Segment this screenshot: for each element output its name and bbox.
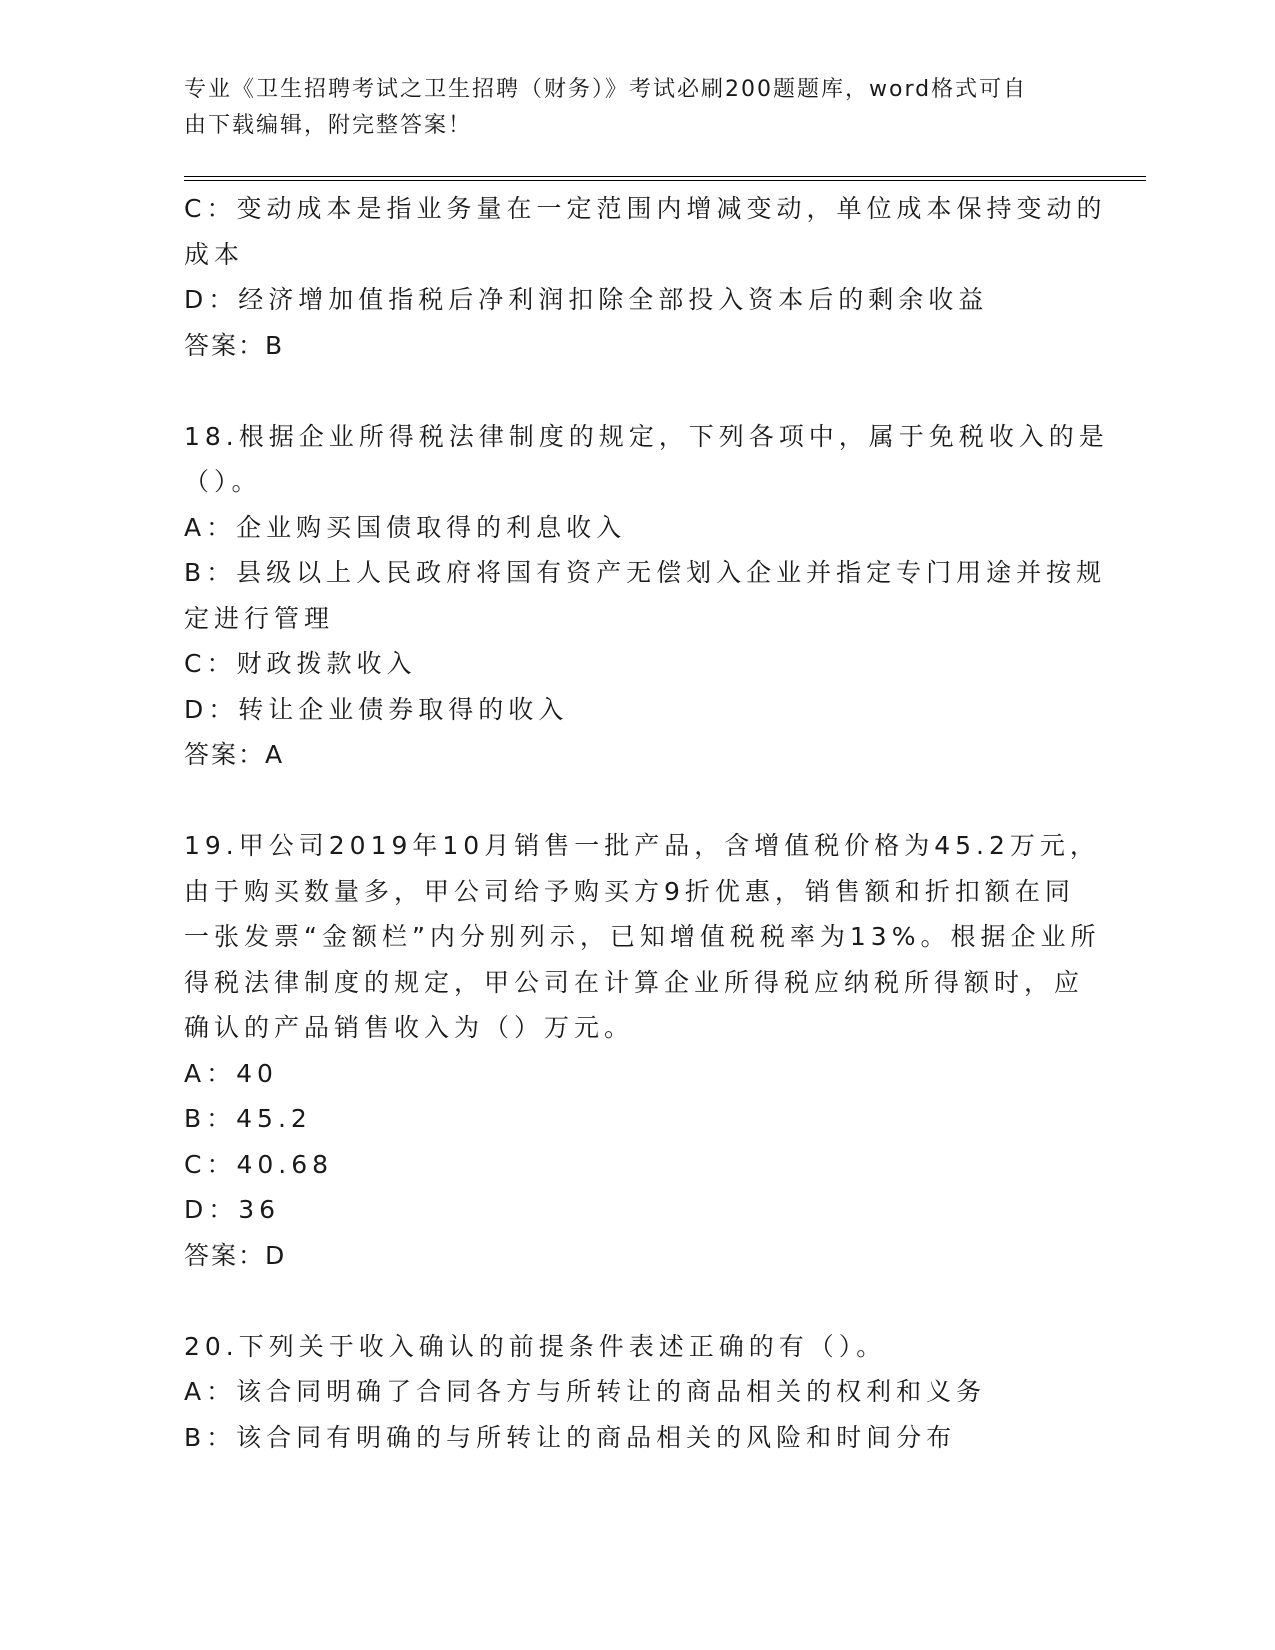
option-c: C：财政拨款收入 xyxy=(184,649,417,678)
spacer xyxy=(184,1278,1084,1324)
option-b: B：该合同有明确的与所转让的商品相关的风险和时间分布 xyxy=(184,1422,957,1452)
option-a: A：企业购买国债取得的利息收入 xyxy=(184,512,627,542)
answer: 答案：B xyxy=(184,330,285,360)
option-a: A：40 xyxy=(184,1058,278,1088)
question-stem-line-2: （）。 xyxy=(184,467,262,496)
question-stem: 20.下列关于收入确认的前提条件表述正确的有（）。 xyxy=(184,1331,887,1361)
question-content xyxy=(184,186,1109,1460)
question-20 xyxy=(184,1324,1084,1461)
spacer xyxy=(184,778,1084,824)
question-stem-line-2: 由于购买数量多，甲公司给予购买方9折优惠，销售额和折扣额在同 xyxy=(184,876,1075,906)
question-stem-line-1: 19.甲公司2019年10月销售一批产品，含增值税价格为45.2万元， xyxy=(184,831,1100,860)
option-d: D：36 xyxy=(184,1195,281,1224)
answer: 答案：A xyxy=(184,740,285,769)
question-stem-line-5: 确认的产品销售收入为（）万元。 xyxy=(184,1013,635,1042)
question-stem-line-4: 得税法律制度的规定，甲公司在计算企业所得税应纳税所得额时，应 xyxy=(184,967,1085,997)
question-stem-line-3: 一张发票“金额栏”内分别列示，已知增值税税率为13%。根据企业所 xyxy=(184,922,1101,951)
option-c: C：40.68 xyxy=(184,1149,334,1179)
document-header xyxy=(184,72,1064,144)
question-17-tail xyxy=(184,186,1107,368)
option-b: B：45.2 xyxy=(184,1104,312,1133)
question-19 xyxy=(184,823,1101,1278)
option-d: D：转让企业债券取得的收入 xyxy=(184,694,569,724)
option-a: A：该合同明确了合同各方与所转让的商品相关的权利和义务 xyxy=(184,1377,987,1406)
option-b-line-1: B：县级以上人民政府将国有资产无偿划入企业并指定专门用途并按规 xyxy=(184,558,1107,587)
question-stem-line-1: 18.根据企业所得税法律制度的规定，下列各项中，属于免税收入的是 xyxy=(184,421,1109,451)
option-d: D：经济增加值指税后净利润扣除全部投入资本后的剩余收益 xyxy=(184,285,989,314)
option-c-line-2: 成本 xyxy=(184,239,245,269)
option-b-line-2: 定进行管理 xyxy=(184,603,335,633)
answer: 答案：D xyxy=(184,1240,287,1270)
option-c-line-1: C：变动成本是指业务量在一定范围内增减变动，单位成本保持变动的 xyxy=(184,194,1107,223)
header-title-line-2: 由下载编辑，附完整答案！ xyxy=(184,113,473,138)
header-title-line-1: 专业《卫生招聘考试之卫生招聘（财务）》考试必刷200题题库，word格式可自 xyxy=(184,77,1028,102)
question-18 xyxy=(184,414,1109,778)
spacer xyxy=(184,368,1084,414)
header-double-rule xyxy=(184,176,1146,181)
